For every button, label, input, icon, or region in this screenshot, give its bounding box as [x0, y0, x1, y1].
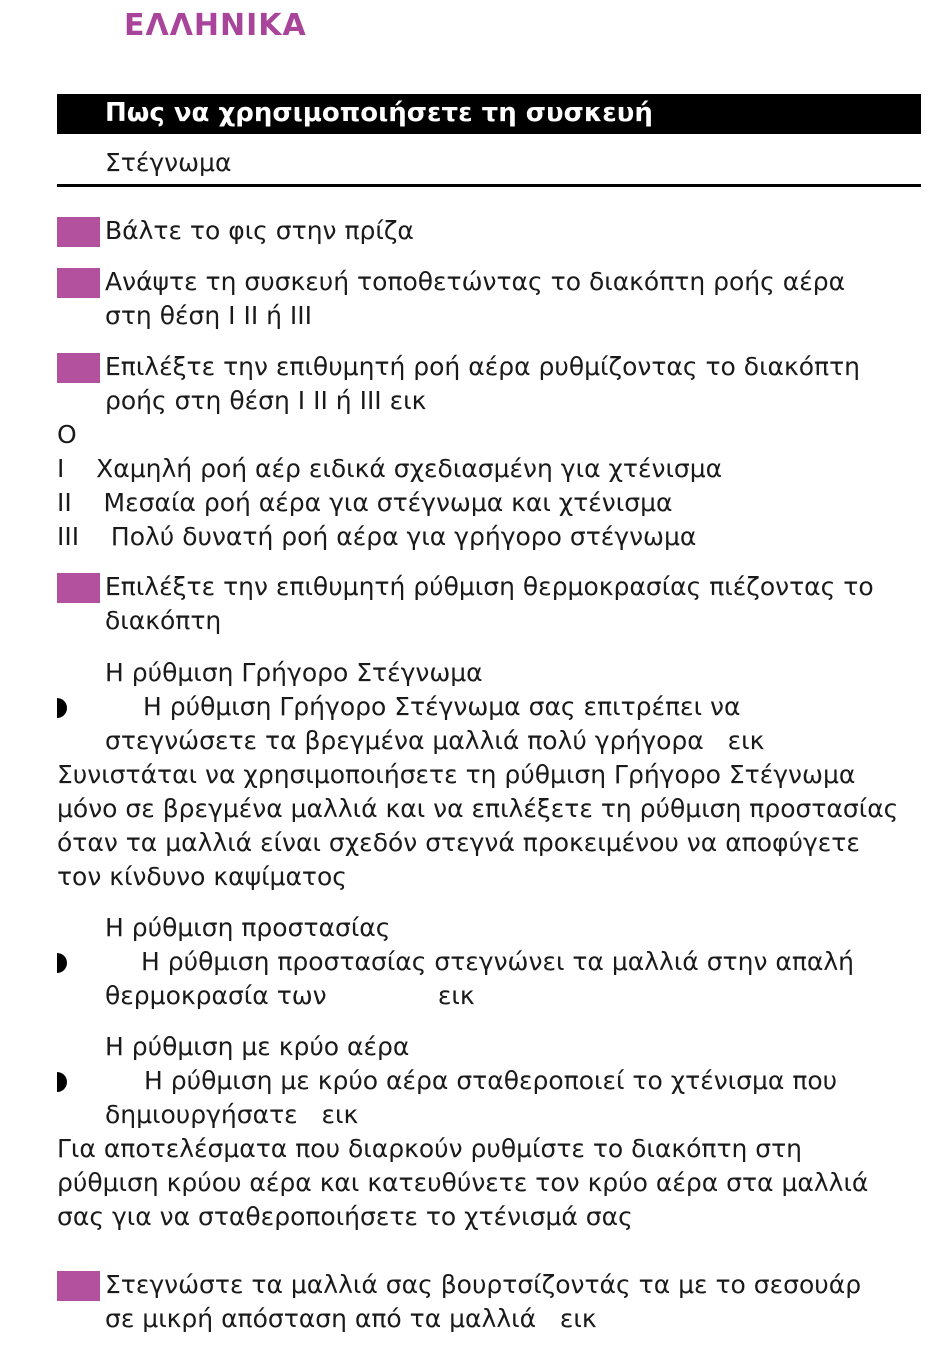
step-2-line-1: Ανάψτε τη συσκευή τοποθετώντας το διακόπτη ροής αέρα	[105, 267, 846, 296]
note-1-line-4: τον κίνδυνο καψίματος	[57, 862, 347, 891]
note-2-line-1: Για αποτελέσματα που διαρκούν ρυθμίστε το διακόπτη στη	[57, 1134, 803, 1163]
airflow-option-2: II Μεσαία ροή αέρα για στέγνωμα και χτένισμα	[57, 488, 673, 517]
subsection-rule	[57, 184, 921, 187]
bullet-icon	[57, 1072, 71, 1092]
note-1-line-3: όταν τα μαλλιά είναι σχεδόν στεγνά προκειμένου να αποφύγετε	[57, 828, 860, 857]
step-marker-2	[57, 268, 100, 298]
step-2-line-2: στη θέση I II ή III	[105, 301, 313, 330]
note-1-line-2: μόνο σε βρεγμένα μαλλιά και να επιλέξετε τη ρύθμιση προστασίας	[57, 794, 899, 823]
step-marker-1	[57, 217, 100, 247]
step-4-line-2: διακόπτη	[105, 606, 222, 635]
airflow-option-off: O	[57, 420, 77, 449]
step-1-text: Βάλτε το φις στην πρίζα	[105, 216, 414, 245]
step-marker-3	[57, 353, 100, 383]
bullet-icon	[57, 698, 71, 718]
step-5-line-1: Στεγνώστε τα μαλλιά σας βουρτσίζοντάς τα με το σεσουάρ	[105, 1270, 862, 1299]
fast-dry-line-1: Η ρύθμιση Γρήγορο Στέγνωμα σας επιτρέπει να	[143, 692, 741, 721]
step-marker-5	[57, 1271, 100, 1301]
cool-line-2: δημιουργήσατε εικ	[105, 1100, 359, 1129]
language-heading: ΕΛΛΗΝΙΚΑ	[124, 8, 307, 43]
note-1-line-1: Συνιστάται να χρησιμοποιήσετε τη ρύθμιση Γρήγορο Στέγνωμα	[57, 760, 856, 789]
subsection-title: Στέγνωμα	[105, 148, 232, 177]
cool-title: Η ρύθμιση με κρύο αέρα	[105, 1032, 410, 1061]
cool-line-1: Η ρύθμιση με κρύο αέρα σταθεροποιεί το χτένισμα που	[144, 1066, 838, 1095]
step-5-line-2: σε μικρή απόσταση από τα μαλλιά εικ	[105, 1304, 597, 1333]
fast-dry-title: Η ρύθμιση Γρήγορο Στέγνωμα	[105, 658, 483, 687]
step-3-line-2: ροής στη θέση I II ή III εικ	[105, 386, 427, 415]
airflow-option-1: I Χαμηλή ροή αέρ ειδικά σχεδιασμένη για χτένισμα	[57, 454, 723, 483]
section-title: Πως να χρησιμοποιήσετε τη συσκευή	[105, 98, 653, 128]
bullet-icon	[57, 953, 71, 973]
protect-line-1: Η ρύθμιση προστασίας στεγνώνει τα μαλλιά στην απαλή	[141, 947, 855, 976]
step-3-line-1: Επιλέξτε την επιθυμητή ροή αέρα ρυθμίζοντας το διακόπτη	[105, 352, 861, 381]
fast-dry-line-2: στεγνώσετε τα βρεγμένα μαλλιά πολύ γρήγορα εικ	[105, 726, 765, 755]
step-marker-4	[57, 573, 100, 603]
airflow-option-3: III Πολύ δυνατή ροή αέρα για γρήγορο στέγνωμα	[57, 522, 697, 551]
protect-line-2: θερμοκρασία των εικ	[105, 981, 475, 1010]
note-2-line-2: ρύθμιση κρύου αέρα και κατευθύνετε τον κρύο αέρα στα μαλλιά	[57, 1168, 869, 1197]
protect-title: Η ρύθμιση προστασίας	[105, 913, 391, 942]
note-2-line-3: σας για να σταθεροποιήσετε το χτένισμά σας	[57, 1202, 633, 1231]
step-4-line-1: Επιλέξτε την επιθυμητή ρύθμιση θερμοκρασίας πιέζοντας το	[105, 572, 874, 601]
